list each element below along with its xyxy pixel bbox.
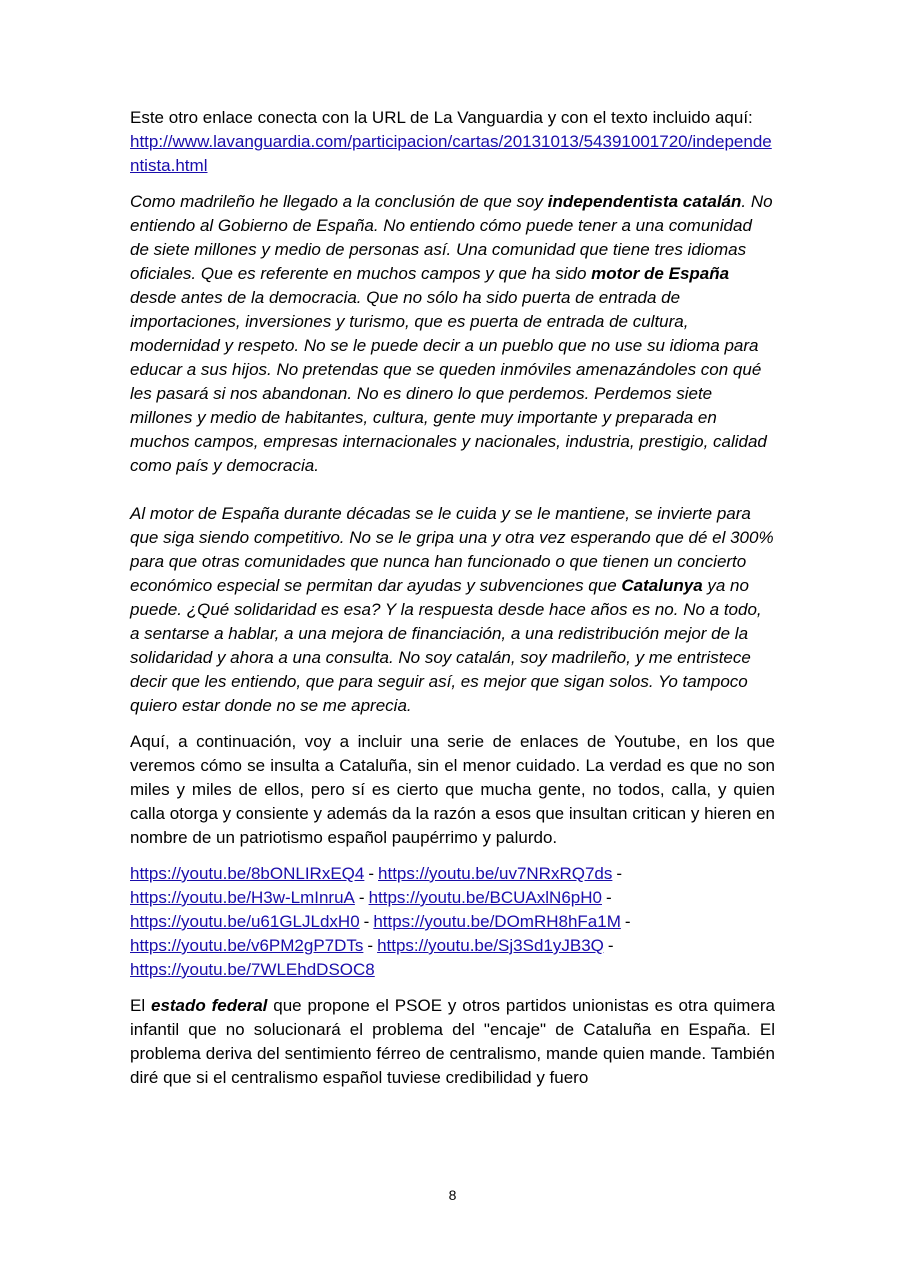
quote2-bold-1: Catalunya [621, 576, 703, 595]
final-text-1: El [130, 996, 151, 1015]
quote-paragraph-1 [130, 190, 775, 478]
quote1-bold-1: independentista catalán [547, 192, 742, 211]
intro-text: Este otro enlace conecta con la URL de La Vanguardia y con el texto incluido aquí: [130, 108, 753, 127]
youtube-link[interactable]: https://youtu.be/7WLEhdDSOC8 [130, 960, 375, 979]
youtube-links [130, 862, 775, 982]
quote1-text-2: . No entiendo al Gobierno de España. No entiendo cómo puede tener a una comunidad de siete millones y medio de personas así. Una comunidad que tiene tres idiomas oficiales. Que es referente en muchos campos y que ha sido [130, 192, 773, 283]
quote-paragraph-2 [130, 502, 775, 718]
quote2-text-2: ya no puede. ¿Qué solidaridad es esa? Y la respuesta desde hace años es no. No a todo, a sentarse a hablar, a una mejora de financiación, a una redistribución mejor de la solidaridad y ahora a una consulta. No soy catalán, soy madrileño, y me entristece decir que les entiendo, que para seguir así, es mejor que sigan solos. Yo tampoco quiero estar donde no se me aprecia. [130, 576, 762, 715]
link-separator: - [616, 864, 623, 883]
youtube-link[interactable]: https://youtu.be/BCUAxlN6pH0 [368, 888, 602, 907]
link-separator: - [624, 912, 631, 931]
quote1-text-1: Como madrileño he llegado a la conclusión de que soy [130, 192, 548, 211]
link-separator: - [368, 864, 375, 883]
youtube-link[interactable]: https://youtu.be/v6PM2gP7DTs [130, 936, 364, 955]
link-separator: - [605, 888, 612, 907]
youtube-link[interactable]: https://youtu.be/Sj3Sd1yJB3Q [377, 936, 604, 955]
youtube-intro-paragraph: Aquí, a continuación, voy a incluir una serie de enlaces de Youtube, en los que veremos cómo se insulta a Cataluña, sin el menor cuidado. La verdad es que no son miles y miles de ellos, pero sí es cierto que mucha gente, no todos, calla, y quien calla otorga y consiente y además da la razón a esos que insultan critican y hieren en nombre de un patriotismo español paupérrimo y palurdo. [130, 732, 775, 847]
link-separator: - [367, 936, 374, 955]
final-text-2: que propone el PSOE y otros partidos unionistas es otra quimera infantil que no solucionará el problema del "encaje" de Cataluña en España. El problema deriva del sentimiento férreo de centralismo, mande quien mande. También diré que si el centralismo español tuviese credibilidad y fuero [130, 996, 776, 1087]
federal-state-paragraph [130, 994, 775, 1090]
youtube-link[interactable]: https://youtu.be/uv7NRxRQ7ds [378, 864, 613, 883]
document-page [130, 106, 775, 1102]
quote1-bold-2: motor de España [591, 264, 730, 283]
page-number: 8 [448, 1187, 457, 1203]
quote2-text-1: Al motor de España durante décadas se le cuida y se le mantiene, se invierte para que siga siendo competitivo. No se le gripa una y otra vez esperando que dé el 300% para que otras comunidades que nunca han funcionado o que tienen un concierto económico especial se permitan dar ayudas y subvenciones que [130, 504, 774, 595]
quote1-text-3: desde antes de la democracia. Que no sólo ha sido puerta de entrada de importaciones, inversiones y turismo, que es puerta de entrada de cultura, modernidad y respeto. No se le puede decir a un pueblo que no use su idioma para educar a sus hijos. No pretendas que se queden inmóviles amenazándoles con qué les pasará si nos abandonan. No es dinero lo que perdemos. Perdemos siete millones y medio de habitantes, cultura, gente muy importante y preparada en muchos campos, empresas internacionales y nacionales, industria, prestigio, calidad como país y democracia. [130, 288, 767, 475]
youtube-link[interactable]: https://youtu.be/8bONLIRxEQ4 [130, 864, 365, 883]
youtube-link[interactable]: https://youtu.be/H3w-LmInruA [130, 888, 355, 907]
final-bold-italic: estado federal [150, 996, 268, 1015]
link-separator: - [607, 936, 614, 955]
youtube-link[interactable]: https://youtu.be/DOmRH8hFa1M [373, 912, 621, 931]
intro-paragraph [130, 106, 775, 178]
link-separator: - [358, 888, 365, 907]
vanguardia-link[interactable]: http://www.lavanguardia.com/participacion/cartas/20131013/54391001720/independentista.html [130, 132, 772, 175]
youtube-link[interactable]: https://youtu.be/u61GLJLdxH0 [130, 912, 360, 931]
link-separator: - [363, 912, 370, 931]
